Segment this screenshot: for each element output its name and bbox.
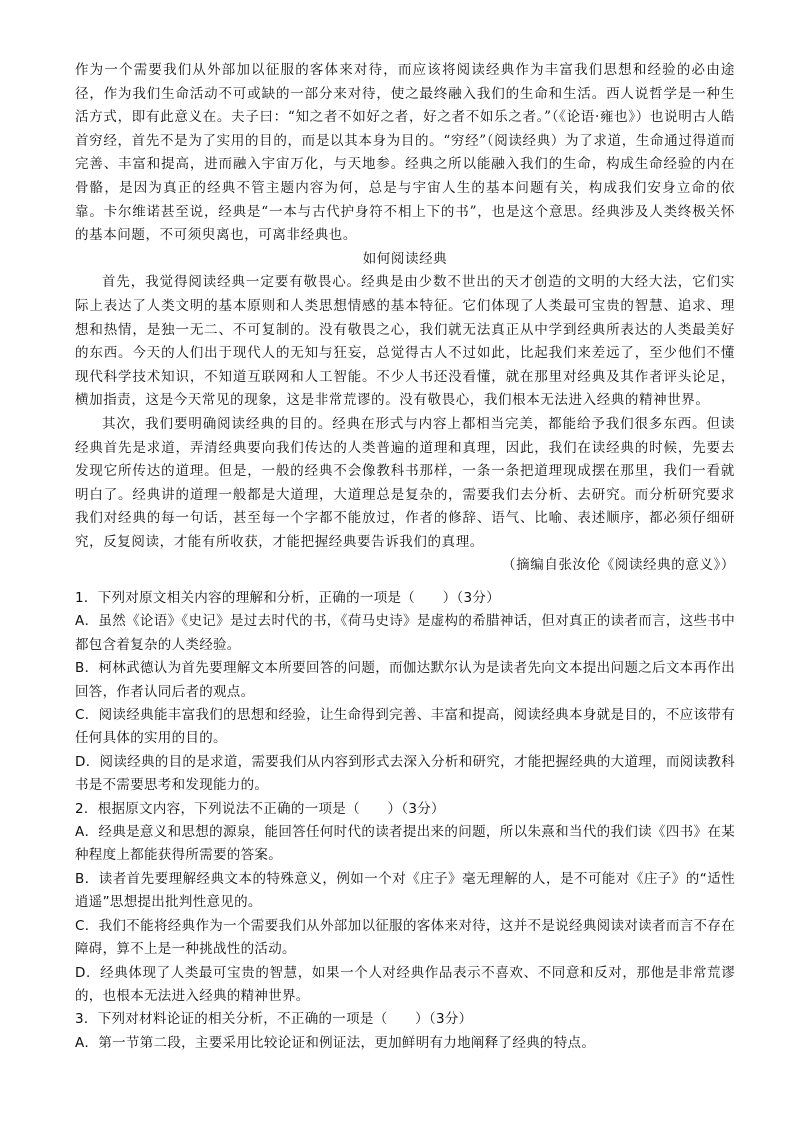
question-stem: 3．下列对材料论证的相关分析，不正确的一项是（ ）（3分） — [75, 1011, 473, 1028]
question-1 — [75, 587, 735, 798]
passage-paragraph-3: 其次，我们要明确阅读经典的目的。经典在形式与内容上都相当完美，都能给予我们很多东西。但读经典首先是求道，弄清经典要向我们传达的人类普遍的道理和真理，因此，我们在读经典的时候，先要去发现它所传达的道理。但是，一般的经典不会像教科书那样，一条一条把道理现成摆在那里，我们一看就明白了。经典讲的道理一般都是大道理，大道理总是复杂的，需要我们去分析、去研究。而分析研究要求我们对经典的每一句话，甚至每一个字都不能放过，作者的修辞、语气、比喻、表述顺序，都必须仔细研究，反复阅读，才能有所收获，才能把握经典要告诉我们的真理。 — [75, 415, 735, 550]
reading-passage — [75, 59, 735, 578]
passage-paragraph-1: 作为一个需要我们从外部加以征服的客体来对待，而应该将阅读经典作为丰富我们思想和经验的必由途径，作为我们生命活动不可或缺的一部分来对待，使之最终融入我们的生命和生活。西人说哲学是一种生活方式，即有此意义在。夫子曰：“知之者不如好之者，好之者不如乐之者。”（《论语·雍也》）也说明古人皓首穷经，首先不是为了实用的目的，而是以其本身为目的。“穷经”（阅读经典）为了求道，生命通过得道而完善、丰富和提高，进而融入宇宙万化，与天地参。经典之所以能融入我们的生命，构成生命经验的内在骨骼，是因为真正的经典不管主题内容为何，总是与宇宙人生的基本问题有关，构成我们安身立命的依靠。卡尔维诺甚至说，经典是“一本与古代护身符不相上下的书”，也是这个意思。经典涉及人类终极关怀的基本问题，不可须臾离也，可离非经典也。 — [75, 62, 735, 244]
option-a: A．虽然《论语》《史记》是过去时代的书，《荷马史诗》是虚构的希腊神话，但对真正的读者而言，这些书中都包含着复杂的人类经验。 — [75, 613, 735, 653]
section-heading: 如何阅读经典 — [362, 250, 448, 267]
question-3 — [75, 1008, 735, 1055]
question-list — [75, 587, 735, 1055]
question-stem: 1．下列对原文相关内容的理解和分析，正确的一项是（ ）（3分） — [75, 590, 501, 606]
option-b: B．读者首先要理解经典文本的特殊意义，例如一个对《庄子》毫无理解的人，是不可能对《庄子》的“适性逍遥”思想提出批判性意见的。 — [75, 870, 735, 911]
option-d: D．经典体现了人类最可宝贵的智慧，如果一个人对经典作品表示不喜欢、不同意和反对，那他是非常荒谬的，也根本无法进入经典的精神世界。 — [75, 964, 735, 1004]
question-2 — [75, 798, 735, 1009]
option-a: A．经典是意义和思想的源泉，能回答任何时代的读者提出来的问题，所以朱熹和当代的我们读《四书》在某种程度上都能获得所需要的答案。 — [75, 824, 735, 864]
option-c: C．阅读经典能丰富我们的思想和经验，让生命得到完善、丰富和提高，阅读经典本身就是目的，不应该带有任何具体的实用的目的。 — [75, 707, 735, 747]
passage-paragraph-2: 首先，我觉得阅读经典一定要有敬畏心。经典是由少数不世出的天才创造的文明的大经大法，它们实际上表达了人类文明的基本原则和人类思想情感的基本特征。它们体现了人类最可宝贵的智慧、追求、理想和热情，是独一无二、不可复制的。没有敬畏之心，我们就无法真正从中学到经典所表达的人类最美好的东西。今天的人们出于现代人的无知与狂妄，总觉得古人不过如此，比起我们来差远了，至少他们不懂现代科学技术知识，不知道互联网和人工智能。不少人书还没看懂，就在那里对经典及其作者评头论足，横加指责，这是今天常见的现象，这是非常荒谬的。没有敬畏心，我们根本无法进入经典的精神世界。 — [75, 274, 735, 409]
option-d: D．阅读经典的目的是求道，需要我们从内容到形式去深入分析和研究，才能把握经典的大道理，而阅读教科书是不需要思考和发现能力的。 — [75, 753, 735, 794]
source-citation: （摘编自张汝伦《阅读经典的意义》） — [502, 557, 735, 574]
question-stem: 2．根据原文内容，下列说法不正确的一项是（ ）（3分） — [75, 800, 445, 817]
option-c: C．我们不能将经典作为一个需要我们从外部加以征服的客体来对待，这并不是说经典阅读对读者而言不存在障碍，算不上是一种挑战性的活动。 — [75, 917, 735, 958]
option-b: B．柯林武德认为首先要理解文本所要回答的问题，而伽达默尔认为是读者先向文本提出问题之后文本再作出回答，作者认同后者的观点。 — [75, 660, 735, 700]
option-a: A．第一节第二段，主要采用比较论证和例证法，更加鲜明有力地阐释了经典的特点。 — [75, 1034, 596, 1051]
